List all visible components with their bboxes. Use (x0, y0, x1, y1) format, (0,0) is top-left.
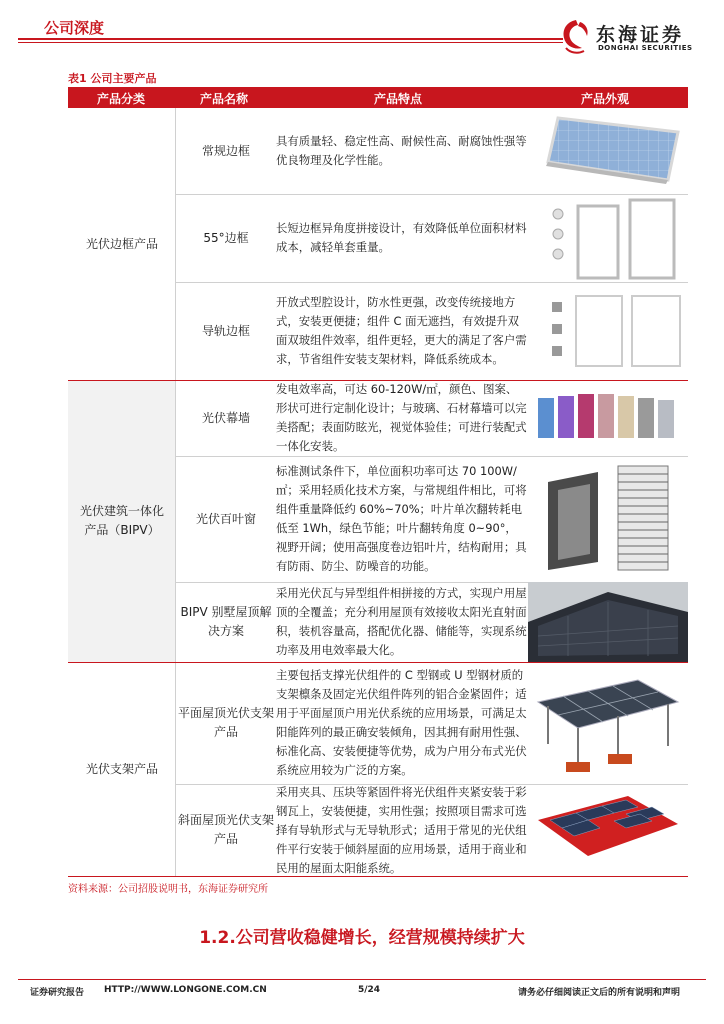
product-feature: 开放式型腔设计，防水性更强，改变传统接地方式，安装更便捷；组件 C 面无遮挡，有效提升双面双玻组件效率，组件更轻，更大的满足了客户需求，节省组件安装支架材料，降低系统成本。 (276, 295, 527, 366)
product-feature: 主要包括支撑光伏组件的 C 型钢或 U 型钢材质的支架檩条及固定光伏组件阵列的铝合金紧固件；适用于平面屋顶户用光伏系统的应用场景，可满足太阳能阵列的最正确安装倾角，因其拥有耐用性强、标准化高、安装便捷等优势，成为户用分布式光伏系统应用较为广泛的方案。 (276, 668, 527, 777)
footer-disclaimer: 请务必仔细阅读正文后的所有说明和声明 (518, 988, 681, 998)
column-header: 产品分类 (97, 92, 146, 106)
table-bottom-rule (68, 876, 688, 877)
product-feature: 采用光伏瓦与异型组件相拼接的方式，实现户用屋顶的全覆盖；充分利用屋顶有效接收太阳光直射面积，装机容量高，搭配优化器、储能等，实现系统功率及用电效率最大化。 (276, 586, 527, 657)
product-image-curtain-wall (528, 388, 688, 448)
product-feature: 标准测试条件下，单位面积功率可达 70 100W/㎡；采用轻质化技术方案，与常规组件相比，可将组件重量降低约 60%~70%；叶片单次翻转耗电低至 1Wh，绿色节能；叶片翻转角度 0~90°，视野开阔；使用高强度卷边铝叶片，结构耐用；具有防雨、防尘、防噪音的功能。 (276, 464, 527, 573)
section-heading: 1.2.公司营收稳健增长，经营规模持续扩大 (199, 928, 525, 948)
category-cell: 光伏建筑一体化产品（BIPV） (68, 380, 176, 662)
footer-rule (18, 979, 706, 980)
column-header: 产品外观 (581, 92, 630, 106)
page-header (0, 0, 724, 60)
product-name: 常规边框 (201, 143, 250, 158)
product-feature: 长短边框异角度拼接设计，有效降低单位面积材料成本，减轻单套重量。 (276, 221, 527, 254)
product-name: 平面屋顶光伏支架产品 (177, 706, 274, 739)
product-name: 55°边框 (203, 230, 249, 245)
column-header: 产品名称 (200, 92, 249, 106)
header-rule-thin (18, 42, 563, 43)
category-cell: 光伏边框产品 (85, 236, 158, 251)
product-image-villa-roof (528, 582, 688, 662)
product-feature: 发电效率高，可达 60-120W/㎡，颜色、图案、形状可进行定制化设计；与玻璃、石材幕墙可以完美搭配；表面防眩光，视觉体验佳；可进行装配式一体化安装。 (276, 382, 527, 453)
page-number: 5/24 (358, 985, 381, 995)
product-feature: 具有质量轻、稳定性高、耐候性高、耐腐蚀性强等优良物理及化学性能。 (276, 134, 527, 167)
footer-left: 证券研究报告 (30, 988, 85, 998)
company-logo (556, 14, 716, 58)
column-header: 产品特点 (374, 92, 423, 106)
table-source: 资料来源：公司招股说明书，东海证券研究所 (68, 884, 268, 895)
product-feature: 采用夹具、压块等紧固件将光伏组件夹紧安装于彩钢瓦上，安装便捷，实用性强；按照项目需求可选择有导轨形式与无导轨形式；适用于常见的光伏组件平行安装于倾斜屋面的应用场景，适用于商业和民用的屋面太阳能系统。 (276, 784, 527, 875)
product-name: 光伏百叶窗 (195, 511, 256, 526)
product-image-flat-roof-mount (528, 672, 688, 776)
product-name: 导轨边框 (201, 323, 250, 338)
product-image-louver (528, 462, 688, 574)
product-image-rail (528, 292, 688, 372)
product-image-frame (528, 198, 688, 280)
header-rule (18, 38, 563, 40)
product-image-pitched-roof-mount (528, 790, 688, 872)
product-name: 光伏幕墙 (201, 410, 250, 425)
section-label: 公司深度 (44, 19, 105, 37)
product-image-panel (528, 110, 688, 192)
category-cell: 光伏支架产品 (85, 761, 158, 776)
logo-text-en: DONGHAI SECURITIES (598, 44, 693, 52)
product-name: BIPV 别墅屋顶解决方案 (180, 605, 272, 638)
product-name: 斜面屋顶光伏支架产品 (177, 813, 274, 846)
table-header (68, 87, 688, 108)
dragon-logo-icon (556, 16, 594, 56)
table-title: 表1 公司主要产品 (68, 72, 157, 85)
footer-url[interactable]: HTTP://WWW.LONGONE.COM.CN (104, 985, 267, 995)
logo-text-cn: 东海证券 (596, 24, 685, 46)
